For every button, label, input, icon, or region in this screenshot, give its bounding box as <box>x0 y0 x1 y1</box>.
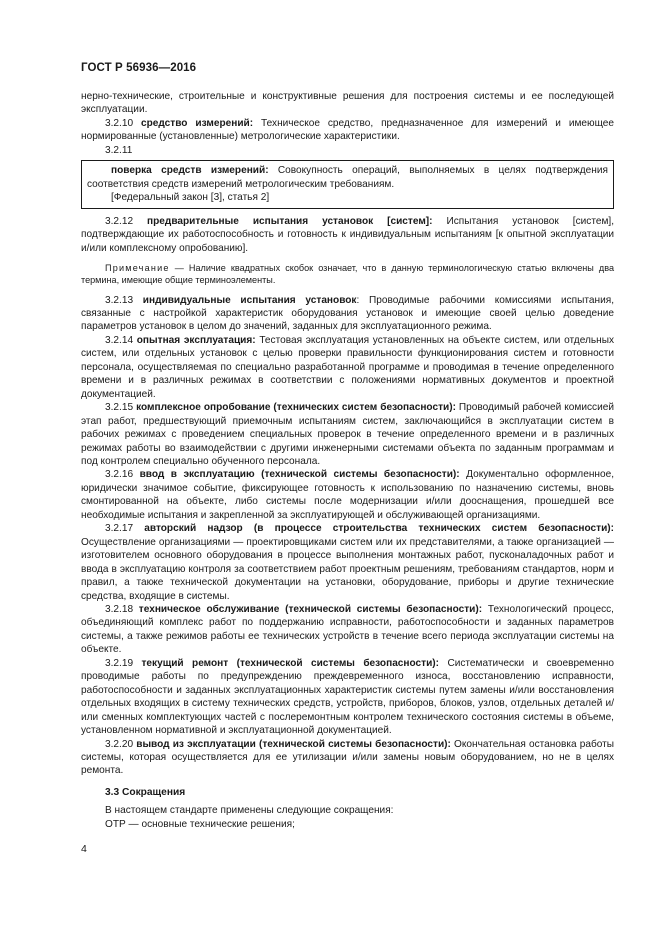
term-number: 3.2.12 <box>105 215 134 227</box>
term-3-2-17 <box>81 522 614 603</box>
term-number: 3.2.13 <box>105 294 134 306</box>
term-3-2-19 <box>81 657 614 738</box>
term-definition: Проводимый рабочей комиссией этап работ, предшествующий приемочным испытаниям систем, заключающийся в эксплуатации систем в рабочих режимах с проведением специальных проверок в течение определенного времени и в различных режимах работы во взаимодействии с другими инженерными системами объекта по заданным программам и под контролем специально обученного персонала. <box>81 402 614 468</box>
term-number: 3.2.10 <box>105 117 134 129</box>
term-3-2-14 <box>81 334 614 401</box>
boxed-definition <box>87 164 608 191</box>
term-number: 3.2.18 <box>105 604 134 615</box>
term-name: опытная эксплуатация: <box>136 334 256 346</box>
abbreviation-item: ОТР — основные технические решения; <box>105 818 295 830</box>
term-number: 3.2.20 <box>105 738 134 750</box>
term-number: 3.2.11 <box>105 144 133 156</box>
term-definition: : Проводимые рабочими комиссиями испытания, связанные с настройкой характеристик оборудования установок и имеющие своей целью доведение параметров установок в целом до значений, заданных для эксплуатационного режима. <box>81 294 614 333</box>
term-3-2-15 <box>81 401 614 468</box>
term-definition: Документально оформленное, юридически значимое событие, фиксирующее готовность к использованию по назначению системы, вновь смонтированной на объекте, либо системы после модернизации и/или дооснащения, прошедшей все необходимые испытания и закрепленной за эксплуатирующей и обслуживающей организациями. <box>81 469 614 521</box>
term-3-2-16 <box>81 468 614 522</box>
term-3-2-11 <box>81 144 614 157</box>
section-intro: В настоящем стандарте применены следующие сокращения: <box>105 805 394 817</box>
term-definition: Осуществление организациями — проектировщиками систем или их представителями, а также организацией — изготовителем основного оборудования в процессе выполнения монтажных работ, пусконаладочных работ и ввода в эксплуатацию контроля за соответствием работ проектным решениям, требованиям стандартов, норм и правил, а также технической документации на установки, оборудование, приборы и другие технические средства, входящие в системы. <box>81 536 614 602</box>
term-name: техническое обслуживание (технической системы безопасности): <box>138 604 483 615</box>
term-name: текущий ремонт (технической системы безопасности): <box>141 657 440 669</box>
term-definition: Испытания установок [систем], подтверждающие их работоспособность и готовность к индивидуальным испытаниям [к опытной эксплуатации и/или комплексному опробованию]. <box>81 215 614 254</box>
term-3-2-10 <box>81 117 614 144</box>
term-name: индивидуальные испытания установок <box>142 294 357 306</box>
term-name: авторский надзор (в процессе строительства технических систем безопасности): <box>144 523 614 535</box>
boxed-reference: [Федеральный закон [3], статья 2] <box>111 192 270 204</box>
section-title: 3.3 Сокращения <box>105 786 186 798</box>
document-page <box>81 62 614 831</box>
term-definition: Окончательная остановка работы системы, которая осуществляется для ее утилизации и/или замены новым оборудованием, но не в целях ремонта. <box>81 738 615 777</box>
term-3-2-13 <box>81 294 614 334</box>
term-name: ввод в эксплуатацию (технической системы безопасности): <box>139 469 460 481</box>
term-number: 3.2.14 <box>105 334 134 346</box>
borrowed-term-box <box>81 160 614 208</box>
document-header: ГОСТ Р 56936—2016 <box>81 62 197 74</box>
term-number: 3.2.15 <box>105 402 134 414</box>
note <box>81 262 614 287</box>
term-name: вывод из эксплуатации (технической системы безопасности): <box>136 738 451 750</box>
intro-paragraph: нерно-технические, строительные и конструктивные решения для построения системы и ее последующей эксплуатации. <box>81 91 614 116</box>
term-definition: Совокупность операций, выполняемых в целях подтверждения соответствия средств измерений метрологическим требованиям. <box>87 165 608 190</box>
term-name: средство измерений: <box>141 117 254 129</box>
term-number: 3.2.19 <box>105 657 134 669</box>
term-definition: Техническое средство, предназначенное для измерений и имеющее нормированные (установленные) метрологические характеристики. <box>81 117 615 143</box>
term-3-2-18 <box>81 603 614 657</box>
term-number: 3.2.16 <box>105 469 134 481</box>
term-3-2-12 <box>81 215 614 255</box>
term-definition: Технологический процесс, объединяющий комплекс работ по поддержанию исправности, работоспособности и заданных параметров системы, а также режимов работы ее технических устройств в течение всего периода эксплуатации системы на объекте. <box>81 604 614 656</box>
term-3-2-20 <box>81 738 614 778</box>
term-name: предварительные испытания установок [систем]: <box>147 215 433 227</box>
term-definition: Систематически и своевременно проводимые работы по предупреждению преждевременного износа, восстановлению исправности, работоспособности и заданных эксплуатационных характеристик системы путем замены и/или восстановления отдельных входящих в систему технических средств, устройств, приборов, блоков, узлов, отдельных деталей и/или сменных комплектующих частей с послеремонтным контролем технического состояния системы в объеме, установленном нормативной и эксплуатационной документацией. <box>81 657 614 737</box>
page-number: 4 <box>81 843 87 855</box>
note-text: — Наличие квадратных скобок означает, что в данную терминологическую статью включены два термина, имеющие общие терминоэлементы. <box>81 262 614 286</box>
note-label: Примечание <box>105 262 170 273</box>
term-name: поверка средств измерений: <box>111 165 269 177</box>
term-number: 3.2.17 <box>105 523 134 535</box>
term-name: комплексное опробование (технических систем безопасности): <box>136 402 456 414</box>
term-definition: Тестовая эксплуатация установленных на объекте систем, или отдельных систем, или отдельных установок с целью проверки правильности функционирования систем и готовности персонала, осуществляемая по специально разработанной программе и проводимая в течение определенного времени и в различных режимах в соответствии с положениями нормативных документов и проектной документацией. <box>81 334 614 400</box>
